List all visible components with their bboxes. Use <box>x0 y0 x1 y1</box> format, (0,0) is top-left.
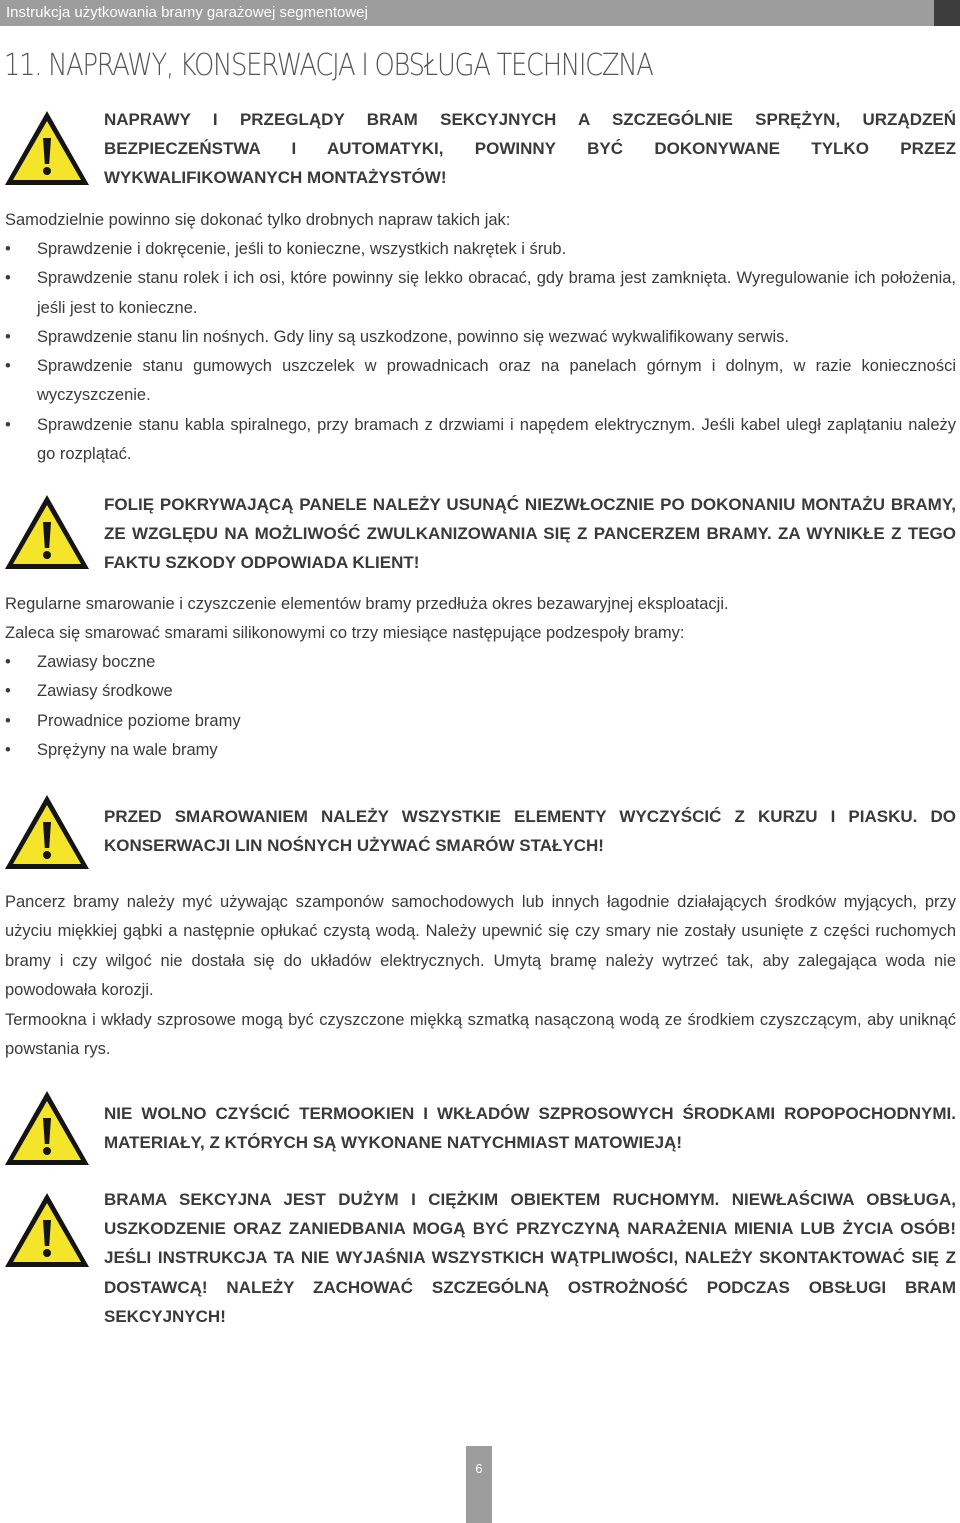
page-number-tab <box>466 1446 492 1523</box>
warning-triangle-icon <box>2 1088 92 1168</box>
warning-triangle-icon <box>2 1190 92 1270</box>
list-item: • Sprawdzenie i dokręcenie, jeśli to konieczne, wszystkich nakrętek i śrub. <box>0 235 956 264</box>
list-item: • Sprężyny na wale bramy <box>0 736 956 765</box>
lubrication-intro: Zaleca się smarować smarami silikonowymi co trzy miesiące następujące podzespoły bramy: <box>5 624 685 642</box>
warning-text-repairs: NAPRAWY I PRZEGLĄDY BRAM SEKCYJNYCH A SZCZEGÓLNIE SPRĘŻYN, URZĄDZEŃ BEZPIECZEŃSTWA I AUTOMATYKI, POWINNY BYĆ DOKONYWANE TYLKO PRZEZ WYKWALIFIKOWANYCH MONTAŻYSTÓW! <box>104 110 956 188</box>
chapter-title: 11. NAPRAWY, KONSERWACJA I OBSŁUGA TECHNICZNA <box>4 48 653 83</box>
warning-triangle-icon <box>2 792 92 872</box>
document-title: Instrukcja użytkowania bramy garażowej segmentowej <box>6 4 368 21</box>
list-item: • Sprawdzenie stanu kabla spiralnego, przy bramach z drzwiami i napędem elektrycznym. Jeśli kabel uległ zaplątaniu należy go rozplątać. <box>0 411 956 470</box>
page-number: 6 <box>475 1461 483 1476</box>
repairs-intro: Samodzielnie powinno się dokonać tylko drobnych napraw takich jak: <box>5 211 511 229</box>
warning-text-lubrication: PRZED SMAROWANIEM NALEŻY WSZYSTKIE ELEMENTY WYCZYŚCIĆ Z KURZU I PIASKU. DO KONSERWACJI LIN NOŚNYCH UŻYWAĆ SMARÓW STAŁYCH! <box>104 807 956 856</box>
list-item: • Prowadnice poziome bramy <box>0 707 956 736</box>
warning-triangle-icon <box>2 108 92 188</box>
list-item: • Zawiasy środkowe <box>0 677 956 706</box>
list-item: • Zawiasy boczne <box>0 648 956 677</box>
list-item: • Sprawdzenie stanu lin nośnych. Gdy liny są uszkodzone, powinno się wezwać wykwalifikowany serwis. <box>0 323 956 352</box>
repairs-list <box>0 235 956 469</box>
lubrication-paragraph: Regularne smarowanie i czyszczenie elementów bramy przedłuża okres bezawaryjnej eksploatacji. <box>5 595 729 613</box>
warning-text-safety: BRAMA SEKCYJNA JEST DUŻYM I CIĘŻKIM OBIEKTEM RUCHOMYM. NIEWŁAŚCIWA OBSŁUGA, USZKODZENIE ORAZ ZANIEDBANIA MOGĄ BYĆ PRZYCZYNĄ NARAŻENIA MIENIA LUB ŻYCIA OSÓB! JEŚLI INSTRUKCJA TA NIE WYJAŚNIA WSZYSTKICH WĄTPLIWOŚCI, NALEŻY SKONTAKTOWAĆ SIĘ Z DOSTAWCĄ! NALEŻY ZACHOWAĆ SZCZEGÓLNĄ OSTROŻNOŚĆ PODCZAS OBSŁUGI BRAM SEKCYJNYCH! <box>104 1190 956 1326</box>
page-header-bar <box>0 0 960 26</box>
cleaning-paragraph: Pancerz bramy należy myć używając szamponów samochodowych lub innych łagodnie działających środków myjących, przy użyciu miękkiej gąbki a następnie opłukać czystą wodą. Należy upewnić się czy smary nie zostały usunięte z części ruchomych bramy i czy wilgoć nie dostała się do układów elektrycznych. Umytą bramę należy wytrzeć tak, aby zalegająca woda nie powodowała korozji. <box>5 893 956 1000</box>
warning-text-film: FOLIĘ POKRYWAJĄCĄ PANELE NALEŻY USUNĄĆ NIEZWŁOCZNIE PO DOKONANIU MONTAŻU BRAMY, ZE WZGLĘDU NA MOŻLIWOŚĆ ZWULKANIZOWANIA SIĘ Z PANCERZEM BRAMY. ZA WYNIKŁE Z TEGO FAKTU SZKODY ODPOWIADA KLIENT! <box>104 495 956 573</box>
header-corner-block <box>934 0 960 26</box>
cleaning-windows-paragraph: Termookna i wkłady szprosowe mogą być czyszczone miękką szmatką nasączoną wodą ze środkiem czyszczącym, aby uniknąć powstania rys. <box>5 1011 956 1059</box>
warning-triangle-icon <box>2 492 92 572</box>
list-item: • Sprawdzenie stanu rolek i ich osi, które powinny się lekko obracać, gdy brama jest zamknięta. Wyregulowanie ich położenia, jeśli jest to konieczne. <box>0 264 956 323</box>
list-item: • Sprawdzenie stanu gumowych uszczelek w prowadnicach oraz na panelach górnym i dolnym, w razie konieczności wyczyszczenie. <box>0 352 956 411</box>
warning-text-windows: NIE WOLNO CZYŚCIĆ TERMOOKIEN I WKŁADÓW SZPROSOWYCH ŚRODKAMI ROPOPOCHODNYMI. MATERIAŁY, Z KTÓRYCH SĄ WYKONANE NATYCHMIAST MATOWIEJĄ! <box>104 1104 956 1153</box>
lubrication-list <box>0 648 956 765</box>
